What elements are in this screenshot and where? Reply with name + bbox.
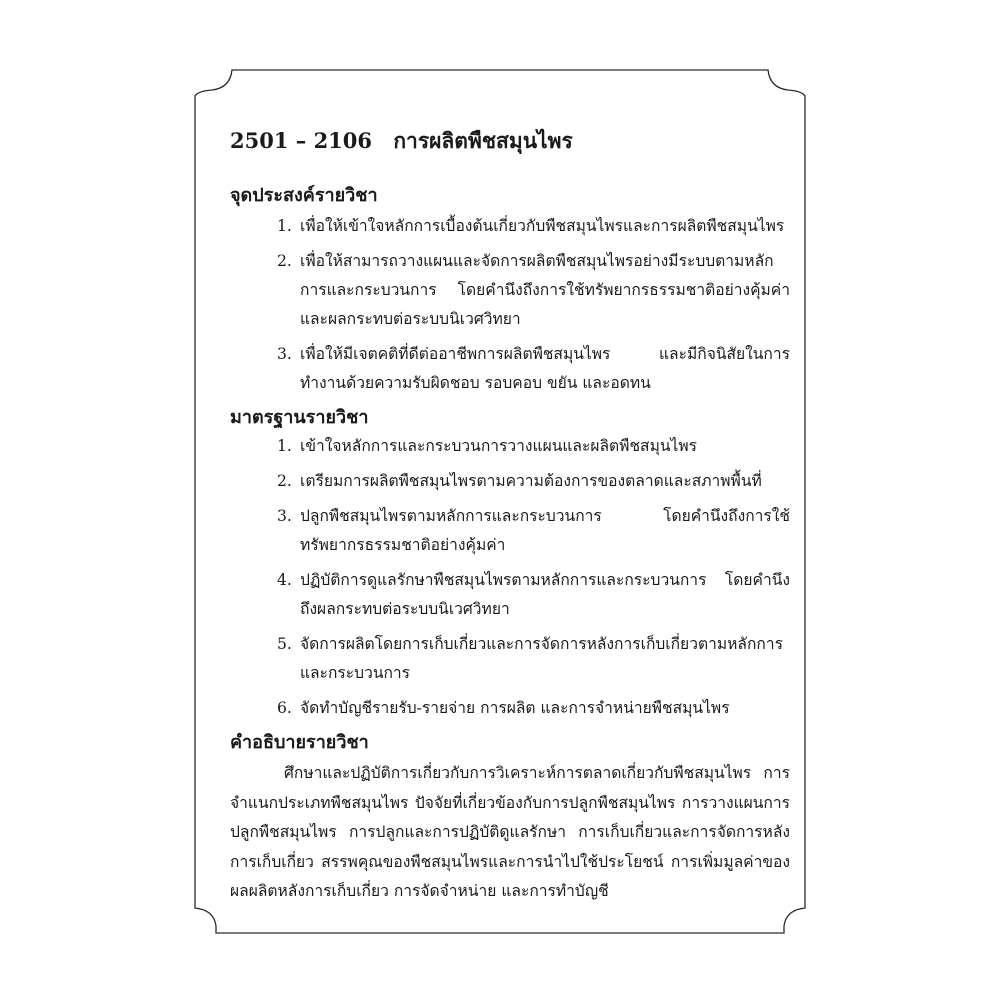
document-content: [230, 124, 790, 907]
list-item: [230, 467, 790, 496]
item-text: จัดทำบัญชีรายรับ-รายจ่าย การผลิต และการจำหน่ายพืชสมุนไพร: [300, 699, 730, 717]
standards-list: [230, 432, 790, 723]
item-number: 6.: [277, 699, 292, 717]
item-text: เพื่อให้เข้าใจหลักการเบื้องต้นเกี่ยวกับพืชสมุนไพรและการผลิตพืชสมุนไพร: [300, 217, 785, 235]
list-item: [230, 566, 790, 624]
list-item: [230, 212, 790, 241]
item-number: 3.: [277, 345, 292, 363]
description-heading: คำอธิบายรายวิชา: [230, 732, 369, 753]
item-number: 1.: [277, 437, 292, 455]
item-text: ปฏิบัติการดูแลรักษาพืชสมุนไพรตามหลักการและกระบวนการ โดยคำนึงถึงผลกระทบต่อระบบนิเวศวิทยา: [300, 571, 790, 618]
item-number: 5.: [277, 635, 292, 653]
list-item: [230, 502, 790, 560]
item-number: 2.: [277, 252, 292, 270]
item-text: เตรียมการผลิตพืชสมุนไพรตามความต้องการของตลาดและสภาพพื้นที่: [300, 472, 762, 490]
item-text: ปลูกพืชสมุนไพรตามหลักการและกระบวนการ โดยคำนึงถึงการใช้ทรัพยากรธรรมชาติอย่างคุ้มค่า: [300, 507, 790, 554]
list-item: [230, 630, 790, 688]
item-number: 3.: [277, 507, 292, 525]
objectives-heading: จุดประสงค์รายวิชา: [230, 185, 378, 206]
list-item: [230, 432, 790, 461]
item-number: 4.: [277, 571, 292, 589]
course-name: การผลิตพืชสมุนไพร: [393, 128, 573, 153]
objectives-list: [230, 212, 790, 398]
standards-heading: มาตรฐานรายวิชา: [230, 407, 369, 428]
item-text: เข้าใจหลักการและกระบวนการวางแผนและผลิตพืชสมุนไพร: [300, 437, 698, 455]
description-paragraph: ศึกษาและปฏิบัติการเกี่ยวกับการวิเคราะห์การตลาดเกี่ยวกับพืชสมุนไพร การจำแนกประเภทพืชสมุนไพร ปัจจัยที่เกี่ยวข้องกับการปลูกพืชสมุนไพร การวางแผนการปลูกพืชสมุนไพร การปลูกและการปฏิบัติดูแลรักษา การเก็บเกี่ยวและการจัดการหลังการเก็บเกี่ยว สรรพคุณของพืชสมุนไพรและการนำไปใช้ประโยชน์ การเพิ่มมูลค่าของผลผลิตหลังการเก็บเกี่ยว การจัดจำหน่าย และการทำบัญชี: [230, 764, 790, 900]
course-code: 2501 – 2106: [230, 128, 373, 153]
item-text: เพื่อให้สามารถวางแผนและจัดการผลิตพืชสมุนไพรอย่างมีระบบตามหลักการและกระบวนการ โดยคำนึงถึงการใช้ทรัพยากรธรรมชาติอย่างคุ้มค่า และผลกระทบต่อระบบนิเวศวิทยา: [300, 252, 790, 328]
list-item: [230, 247, 790, 334]
course-title: [230, 124, 790, 164]
item-text: เพื่อให้มีเจตคติที่ดีต่ออาชีพการผลิตพืชสมุนไพร และมีกิจนิสัยในการทำงานด้วยความรับผิดชอบ รอบคอบ ขยัน และอดทน: [300, 345, 790, 392]
list-item: [230, 694, 790, 723]
item-number: 1.: [277, 217, 292, 235]
item-number: 2.: [277, 472, 292, 490]
list-item: [230, 340, 790, 398]
item-text: จัดการผลิตโดยการเก็บเกี่ยวและการจัดการหลังการเก็บเกี่ยวตามหลักการและกระบวนการ: [300, 635, 783, 682]
